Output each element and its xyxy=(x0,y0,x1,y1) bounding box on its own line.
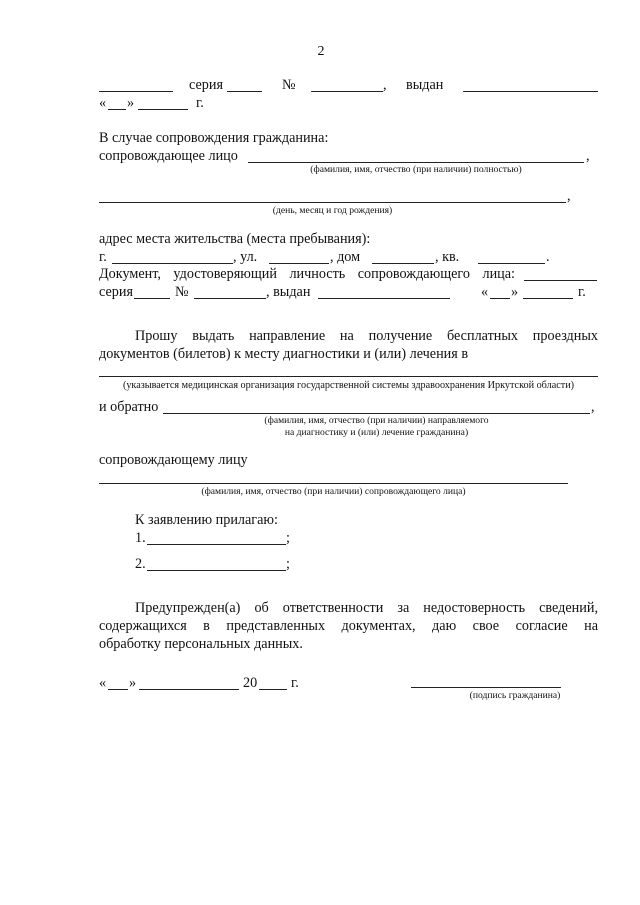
escort-fio-line[interactable] xyxy=(248,162,584,163)
blank-line[interactable] xyxy=(463,91,598,92)
escort-recipient-label: сопровождающему лицу xyxy=(99,452,248,468)
blank-line[interactable] xyxy=(139,689,239,690)
med-org-line[interactable] xyxy=(99,376,598,377)
escort-heading: В случае сопровождения гражданина: xyxy=(99,130,329,146)
escort-dob-line[interactable] xyxy=(99,202,566,203)
blank-line[interactable] xyxy=(112,263,233,264)
escort-dob-caption: (день, месяц и год рождения) xyxy=(272,205,393,216)
quote-close: » xyxy=(511,284,519,300)
label-year: г. xyxy=(196,95,204,111)
label-number: № xyxy=(282,77,296,93)
patient-caption-1: (фамилия, имя, отчество (при наличии) направляемого xyxy=(264,415,489,426)
attach-num: 1. xyxy=(135,530,146,546)
blank-line[interactable] xyxy=(99,91,173,92)
blank-line[interactable] xyxy=(134,298,170,299)
blank-line[interactable] xyxy=(259,689,287,690)
label-issued: выдан xyxy=(406,77,444,93)
blank-line[interactable] xyxy=(478,263,545,264)
year-prefix: 20 xyxy=(243,675,258,691)
comma: , xyxy=(591,399,595,415)
comma: , xyxy=(383,77,387,93)
dot: . xyxy=(546,249,550,265)
comma: , xyxy=(567,188,571,204)
blank-line[interactable] xyxy=(372,263,434,264)
attach-line[interactable] xyxy=(147,570,286,571)
blank-line[interactable] xyxy=(108,689,128,690)
blank-line[interactable] xyxy=(108,109,126,110)
semicolon: ; xyxy=(286,530,290,546)
label-street: , ул. xyxy=(233,249,258,265)
warning-line-2: содержащихся в представленных документах, даю свое согласие на xyxy=(99,618,598,634)
blank-line[interactable] xyxy=(138,109,188,110)
escort-recipient-caption: (фамилия, имя, отчество (при наличии) сопровождающего лица) xyxy=(201,486,466,497)
label-apt: , кв. xyxy=(435,249,460,265)
doc-label: Документ, удостоверяющий личность сопровождающего лица: xyxy=(99,266,515,282)
quote-open: « xyxy=(481,284,489,300)
and-back-label: и обратно xyxy=(99,399,159,415)
attach-label: К заявлению прилагаю: xyxy=(135,512,278,528)
blank-line[interactable] xyxy=(490,298,510,299)
label-city: г. xyxy=(99,249,107,265)
blank-line[interactable] xyxy=(524,280,597,281)
attach-line[interactable] xyxy=(147,544,286,545)
quote-open: « xyxy=(99,95,107,111)
page-number: 2 xyxy=(317,44,325,59)
label-house: , дом xyxy=(330,249,361,265)
semicolon: ; xyxy=(286,556,290,572)
label-seria: серия xyxy=(189,77,223,93)
warning-line-3: обработку персональных данных. xyxy=(99,636,303,652)
patient-line[interactable] xyxy=(163,413,590,414)
warning-line-1: Предупрежден(а) об ответственности за недостоверность сведений, xyxy=(135,600,598,616)
blank-line[interactable] xyxy=(227,91,262,92)
quote-close: » xyxy=(129,675,137,691)
blank-line[interactable] xyxy=(194,298,266,299)
address-label: адрес места жительства (места пребывания): xyxy=(99,231,371,247)
label-issued: , выдан xyxy=(266,284,311,300)
blank-line[interactable] xyxy=(269,263,329,264)
label-year: г. xyxy=(578,284,586,300)
escort-fio-caption: (фамилия, имя, отчество (при наличии) полностью) xyxy=(310,164,522,175)
label-seria: серия xyxy=(99,284,133,300)
attach-num: 2. xyxy=(135,556,146,572)
label-number: № xyxy=(175,284,189,300)
request-line-2: документов (билетов) к месту диагностики и (или) лечения в xyxy=(99,346,469,362)
comma: , xyxy=(586,148,590,164)
blank-line[interactable] xyxy=(318,298,450,299)
label-year: г. xyxy=(291,675,299,691)
med-org-caption: (указывается медицинская организация государственной системы здравоохранения Иркутской области) xyxy=(122,380,575,391)
patient-caption-2: на диагностику и (или) лечение гражданина) xyxy=(284,427,469,438)
signature-line[interactable] xyxy=(411,687,561,688)
escort-label: сопровождающее лицо xyxy=(99,148,238,164)
quote-close: » xyxy=(127,95,135,111)
quote-open: « xyxy=(99,675,107,691)
blank-line[interactable] xyxy=(311,91,383,92)
request-line-1: Прошу выдать направление на получение бесплатных проездных xyxy=(135,328,598,344)
escort-recipient-line[interactable] xyxy=(99,483,568,484)
signature-caption: (подпись гражданина) xyxy=(469,690,561,701)
blank-line[interactable] xyxy=(523,298,573,299)
